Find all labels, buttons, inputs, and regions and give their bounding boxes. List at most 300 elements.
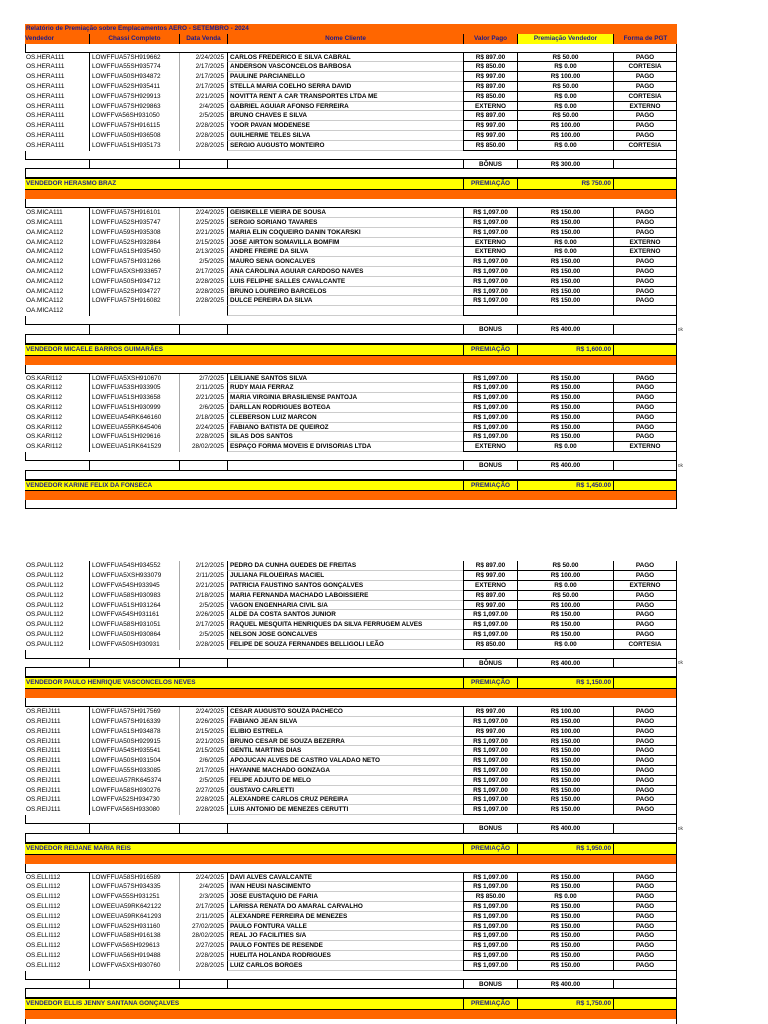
- cell-valor-pago: R$ 1,097.00: [463, 717, 517, 727]
- cell-forma-pgt: PAGO: [613, 374, 677, 384]
- cell-chassi: LOWFFVA56SH929613: [89, 941, 179, 951]
- cell-nome-cliente: BRUNO CESAR DE SOUZA BEZERRA: [227, 737, 463, 747]
- cell-data-venda: 2/5/2025: [179, 601, 227, 611]
- blank-row: [25, 500, 677, 509]
- cell-nome-cliente: GEISIKELLE VIEIRA DE SOUSA: [227, 208, 463, 218]
- cell-vendedor: OS.HERA111: [26, 53, 65, 61]
- cell-valor-pago: R$ 1,097.00: [463, 786, 517, 796]
- cell-vendedor: OS.KARI112: [26, 403, 63, 411]
- cell-forma-pgt: PAGO: [613, 82, 677, 92]
- page-gap: [25, 509, 677, 561]
- cell-premiacao: R$ 100.00: [517, 131, 613, 141]
- cell-premiacao: R$ 50.00: [517, 53, 613, 63]
- table-row: [25, 707, 677, 717]
- cell-chassi: LOWEEUA51RK641529: [89, 442, 179, 452]
- cell-vendedor: OS.PAUL112: [26, 562, 64, 570]
- premiacao-label: PREMIAÇÃO: [463, 999, 517, 1009]
- cell-vendedor: OS.ELLI112: [26, 951, 61, 959]
- cell-chassi: LOWFFUA57SH929863: [89, 102, 179, 112]
- cell-chassi: LOWFFVA55SH931251: [89, 892, 179, 902]
- cell-data-venda: 2/12/2025: [179, 561, 227, 571]
- cell-data-venda: 2/28/2025: [179, 795, 227, 805]
- header-vendedor: Vendedor: [25, 34, 55, 42]
- vendor-name: VENDEDOR ELLIS JENNY SANTANA GONÇALVES: [26, 1000, 180, 1008]
- cell-vendedor: OS.REIJ111: [26, 727, 61, 735]
- cell-chassi: LOWFFUA57SH931266: [89, 257, 179, 267]
- cell-forma-pgt: PAGO: [613, 257, 677, 267]
- cell-premiacao: R$ 0.00: [517, 581, 613, 591]
- premiacao-value: R$ 1,150.00: [517, 678, 613, 688]
- cell-premiacao: R$ 150.00: [517, 432, 613, 442]
- cell-chassi: LOWFFUA58SH930983: [89, 591, 179, 601]
- cell-vendedor: OS.REIJ111: [26, 796, 61, 804]
- bonus-empty: [25, 659, 89, 669]
- cell-vendedor: OS.ELLI112: [26, 922, 61, 930]
- cell-premiacao: R$ 150.00: [517, 296, 613, 306]
- cell-valor-pago: R$ 1,097.00: [463, 267, 517, 277]
- bonus-label: BÔNUS: [463, 659, 517, 669]
- cell-nome-cliente: ALDE DA COSTA SANTOS JUNIOR: [227, 610, 463, 620]
- cell-vendedor: OA.MICA112: [26, 287, 64, 295]
- cell-nome-cliente: DAVI ALVES CAVALCANTE: [227, 873, 463, 883]
- vendor-block: [25, 44, 677, 209]
- cell-vendedor: OS.MICA111: [26, 209, 63, 217]
- cell-premiacao: R$ 150.00: [517, 873, 613, 883]
- cell-data-venda: 2/26/2025: [179, 610, 227, 620]
- cell-premiacao: R$ 150.00: [517, 630, 613, 640]
- cell-chassi: LOWFFUA50SH934872: [89, 72, 179, 82]
- cell-nome-cliente: FABIANO JEAN SILVA: [227, 717, 463, 727]
- premiacao-row: [25, 178, 677, 190]
- premiacao-label: PREMIAÇÃO: [463, 345, 517, 355]
- cell-valor-pago: R$ 850.00: [463, 92, 517, 102]
- vendor-block: [25, 374, 683, 510]
- blank-row: [25, 668, 677, 677]
- cell-chassi: LOWFFUA58SH930276: [89, 786, 179, 796]
- table-row: [25, 403, 677, 413]
- cell-forma-pgt: PAGO: [613, 756, 677, 766]
- bonus-empty: [227, 325, 463, 335]
- cell-data-venda: 2/4/2025: [179, 882, 227, 892]
- table-row: [25, 766, 677, 776]
- bonus-empty: [89, 659, 179, 669]
- cell-chassi: LOWFFUA51SH934878: [89, 727, 179, 737]
- premiacao-empty: [613, 345, 677, 355]
- premiacao-row: [25, 677, 677, 689]
- cell-nome-cliente: PATRICIA FAUSTINO SANTOS GONÇALVES: [227, 581, 463, 591]
- table-row: [25, 423, 677, 433]
- premiacao-row: [25, 344, 677, 356]
- blank-row: [25, 199, 677, 208]
- cell-chassi: LOWFFUA57SH934335: [89, 882, 179, 892]
- cell-nome-cliente: LEILIANE SANTOS SILVA: [227, 374, 463, 384]
- cell-chassi: LOWFFUA50SH934712: [89, 277, 179, 287]
- cell-vendedor: OS.KARI112: [26, 374, 63, 382]
- cell-valor-pago: R$ 1,097.00: [463, 902, 517, 912]
- table-row: [25, 630, 677, 640]
- table-row: [25, 393, 677, 403]
- blank-row: [25, 316, 677, 325]
- cell-nome-cliente: ANDRE FREIRE DA SILVA: [227, 247, 463, 257]
- cell-valor-pago: R$ 1,097.00: [463, 403, 517, 413]
- table-row: [25, 413, 677, 423]
- cell-data-venda: 28/02/2025: [179, 442, 227, 452]
- cell-nome-cliente: BRUNO LOUREIRO BARCELOS: [227, 287, 463, 297]
- table-row: [25, 581, 677, 591]
- cell-chassi: LOWFFUA55SH935774: [89, 62, 179, 72]
- cell-premiacao: R$ 0.00: [517, 141, 613, 151]
- bonus-empty: [25, 461, 89, 471]
- cell-nome-cliente: HAYANNE MACHADO GONZAGA: [227, 766, 463, 776]
- cell-forma-pgt: PAGO: [613, 737, 677, 747]
- cell-data-venda: 2/24/2025: [179, 53, 227, 63]
- cell-premiacao: R$ 150.00: [517, 912, 613, 922]
- cell-valor-pago: R$ 897.00: [463, 82, 517, 92]
- cell-vendedor: OS.KARI112: [26, 423, 63, 431]
- blank-row: [25, 452, 677, 461]
- cell-nome-cliente: ALEXANDRE CARLOS CRUZ PEREIRA: [227, 795, 463, 805]
- cell-vendedor: OA.MICA112: [26, 297, 64, 305]
- cell-chassi: LOWFFUA53SH933905: [89, 383, 179, 393]
- bonus-row: [25, 659, 677, 669]
- cell-data-venda: 2/21/2025: [179, 737, 227, 747]
- cell-vendedor: OS.REIJ111: [26, 708, 61, 716]
- table-row: [25, 571, 677, 581]
- cell-nome-cliente: DULCE PEREIRA DA SILVA: [227, 296, 463, 306]
- table-row: [25, 620, 677, 630]
- cell-premiacao: R$ 150.00: [517, 218, 613, 228]
- cell-chassi: LOWFFVA5XSH930760: [89, 961, 179, 971]
- cell-vendedor: OA.MICA112: [26, 228, 64, 236]
- cell-nome-cliente: SERGIO AUGUSTO MONTEIRO: [227, 141, 463, 151]
- premiacao-label: PREMIAÇÃO: [463, 179, 517, 189]
- table-row: [25, 873, 677, 883]
- table-row: [25, 941, 677, 951]
- cell-valor-pago: R$ 1,097.00: [463, 873, 517, 883]
- cell-forma-pgt: PAGO: [613, 882, 677, 892]
- premiacao-empty: [613, 481, 677, 491]
- cell-nome-cliente: DARLLAN RODRIGUES BOTEGA: [227, 403, 463, 413]
- bonus-empty: [25, 325, 89, 335]
- cell-data-venda: 2/11/2025: [179, 571, 227, 581]
- vendor-block: [25, 873, 677, 1024]
- cell-valor-pago: R$ 1,097.00: [463, 766, 517, 776]
- cell-data-venda: 2/26/2025: [179, 717, 227, 727]
- cell-premiacao: R$ 150.00: [517, 951, 613, 961]
- cell-nome-cliente: GUILHERME TELES SILVA: [227, 131, 463, 141]
- cell-chassi: LOWFFUA52SH932864: [89, 238, 179, 248]
- cell-valor-pago: R$ 997.00: [463, 601, 517, 611]
- cell-vendedor: OA.MICA112: [26, 267, 64, 275]
- cell-chassi: LOWFFUA58SH916138: [89, 931, 179, 941]
- table-row: [25, 591, 677, 601]
- cell-premiacao: R$ 0.00: [517, 92, 613, 102]
- cell-premiacao: R$ 100.00: [517, 601, 613, 611]
- cell-forma-pgt: PAGO: [613, 296, 677, 306]
- orange-separator: [25, 356, 677, 365]
- table-row: [25, 287, 677, 297]
- cell-valor-pago: EXTERNO: [463, 247, 517, 257]
- cell-premiacao: R$ 150.00: [517, 941, 613, 951]
- cell-data-venda: 2/27/2025: [179, 786, 227, 796]
- vendor-name: VENDEDOR PAULO HENRIQUE VASCONCELOS NEVES: [26, 679, 196, 687]
- cell-forma-pgt: PAGO: [613, 131, 677, 141]
- cell-vendedor: OS.PAUL112: [26, 640, 64, 648]
- premiacao-label: PREMIAÇÃO: [463, 844, 517, 854]
- cell-forma-pgt: PAGO: [613, 561, 677, 571]
- cell-data-venda: 2/24/2025: [179, 707, 227, 717]
- bonus-empty: [89, 824, 179, 834]
- cell-forma-pgt: CORTESIA: [613, 640, 677, 650]
- bonus-empty: [179, 659, 227, 669]
- cell-data-venda: 2/17/2025: [179, 72, 227, 82]
- table-row: [25, 53, 677, 63]
- table-row: [25, 610, 677, 620]
- cell-premiacao: R$ 100.00: [517, 72, 613, 82]
- cell-data-venda: 2/28/2025: [179, 296, 227, 306]
- cell-nome-cliente: LUIS ANTONIO DE MENEZES CERUTTI: [227, 805, 463, 815]
- cell-premiacao: R$ 150.00: [517, 257, 613, 267]
- cell-nome-cliente: PEDRO DA CUNHA GUEDES DE FREITAS: [227, 561, 463, 571]
- cell-forma-pgt: PAGO: [613, 208, 677, 218]
- cell-data-venda: 2/6/2025: [179, 756, 227, 766]
- table-row: [25, 951, 677, 961]
- table-row: [25, 892, 677, 902]
- table-row: [25, 374, 677, 384]
- cell-forma-pgt: PAGO: [613, 393, 677, 403]
- table-row: [25, 561, 677, 571]
- cell-forma-pgt: EXTERNO: [613, 102, 677, 112]
- cell-chassi: LOWFFUA5XSH933657: [89, 267, 179, 277]
- cell-forma-pgt: PAGO: [613, 707, 677, 717]
- cell-vendedor: OS.HERA111: [26, 122, 65, 130]
- cell-data-venda: 2/17/2025: [179, 766, 227, 776]
- cell-chassi: LOWFFUA56SH919488: [89, 951, 179, 961]
- cell-nome-cliente: JOSE EUSTAQUIO DE FARIA: [227, 892, 463, 902]
- cell-forma-pgt: PAGO: [613, 931, 677, 941]
- cell-nome-cliente: GABRIEL AGUIAR AFONSO FERREIRA: [227, 102, 463, 112]
- cell-vendedor: OS.REIJ111: [26, 767, 61, 775]
- cell-forma-pgt: PAGO: [613, 620, 677, 630]
- cell-chassi: LOWEEUA57RK645374: [89, 776, 179, 786]
- cell-vendedor: OS.REIJ111: [26, 776, 61, 784]
- cell-valor-pago: R$ 1,097.00: [463, 882, 517, 892]
- cell-chassi: LOWFFUA52SH935747: [89, 218, 179, 228]
- bonus-label: BONUS: [463, 824, 517, 834]
- cell-vendedor: OS.ELLI112: [26, 893, 61, 901]
- cell-premiacao: R$ 150.00: [517, 413, 613, 423]
- cell-valor-pago: R$ 1,097.00: [463, 776, 517, 786]
- cell-premiacao: R$ 0.00: [517, 102, 613, 112]
- bonus-empty: [227, 824, 463, 834]
- cell-valor-pago: R$ 1,097.00: [463, 746, 517, 756]
- bonus-label: BÔNUS: [463, 160, 517, 170]
- cell-premiacao: R$ 150.00: [517, 902, 613, 912]
- report-sheet: [25, 24, 683, 1024]
- cell-premiacao: R$ 100.00: [517, 727, 613, 737]
- cell-forma-pgt: PAGO: [613, 892, 677, 902]
- cell-vendedor: OS.ELLI112: [26, 873, 61, 881]
- bonus-value: R$ 400.00: [517, 659, 613, 669]
- cell-data-venda: 2/28/2025: [179, 141, 227, 151]
- cell-valor-pago: R$ 1,097.00: [463, 413, 517, 423]
- blank-row: [25, 834, 677, 843]
- cell-premiacao: R$ 150.00: [517, 922, 613, 932]
- cell-data-venda: 2/5/2025: [179, 776, 227, 786]
- cell-data-venda: 2/24/2025: [179, 873, 227, 883]
- cell-premiacao: R$ 150.00: [517, 786, 613, 796]
- blank-row: [25, 815, 677, 824]
- bonus-empty: [227, 461, 463, 471]
- cell-valor-pago: R$ 1,097.00: [463, 383, 517, 393]
- cell-data-venda: 2/5/2025: [179, 630, 227, 640]
- table-row: [25, 306, 677, 316]
- bonus-row: [25, 824, 677, 834]
- cell-valor-pago: R$ 997.00: [463, 121, 517, 131]
- cell-chassi: LOWFFUA59SH935308: [89, 228, 179, 238]
- cell-data-venda: 2/15/2025: [179, 746, 227, 756]
- cell-forma-pgt: CORTESIA: [613, 141, 677, 151]
- cell-forma-pgt: PAGO: [613, 951, 677, 961]
- cell-chassi: LOWEEUA54RK646160: [89, 413, 179, 423]
- cell-chassi: LOWFFUA51SH935173: [89, 141, 179, 151]
- cell-nome-cliente: VAGON ENGENHARIA CIVIL S/A: [227, 601, 463, 611]
- bonus-value: R$ 400.00: [517, 980, 613, 990]
- bonus-empty: [179, 160, 227, 170]
- cell-forma-pgt: PAGO: [613, 941, 677, 951]
- cell-valor-pago: R$ 1,097.00: [463, 393, 517, 403]
- cell-vendedor: OA.MICA112: [26, 238, 64, 246]
- cell-vendedor: OA.MICA112: [26, 277, 64, 285]
- cell-vendedor: OS.PAUL112: [26, 631, 64, 639]
- bonus-empty: [227, 160, 463, 170]
- cell-premiacao: R$ 0.00: [517, 247, 613, 257]
- premiacao-value: R$ 1,450.00: [517, 481, 613, 491]
- cell-data-venda: 2/17/2025: [179, 82, 227, 92]
- cell-forma-pgt: PAGO: [613, 287, 677, 297]
- cell-data-venda: [179, 306, 227, 316]
- cell-nome-cliente: GENTIL MARTINS DIAS: [227, 746, 463, 756]
- cell-vendedor: OS.REIJ111: [26, 737, 61, 745]
- cell-nome-cliente: SERGIO SORIANO TAVARES: [227, 218, 463, 228]
- cell-nome-cliente: ALEXANDRE FERREIRA DE MENEZES: [227, 912, 463, 922]
- cell-nome-cliente: PAULO FONTURA VALLE: [227, 922, 463, 932]
- cell-nome-cliente: STELLA MARIA COELHO SERRA DAVID: [227, 82, 463, 92]
- cell-valor-pago: R$ 1,097.00: [463, 961, 517, 971]
- table-row: [25, 442, 677, 452]
- cell-nome-cliente: [227, 306, 463, 316]
- cell-forma-pgt: PAGO: [613, 717, 677, 727]
- premiacao-empty: [613, 999, 677, 1009]
- table-row: [25, 82, 677, 92]
- blank-row: [25, 151, 677, 160]
- cell-premiacao: R$ 0.00: [517, 640, 613, 650]
- cell-chassi: LOWFFUA55SH933085: [89, 766, 179, 776]
- blank-row: [25, 698, 677, 707]
- cell-premiacao: R$ 150.00: [517, 746, 613, 756]
- cell-vendedor: OS.REIJ111: [26, 718, 61, 726]
- cell-forma-pgt: EXTERNO: [613, 247, 677, 257]
- table-row: [25, 121, 677, 131]
- cell-data-venda: 2/18/2025: [179, 591, 227, 601]
- cell-chassi: LOWFFUA51SH931264: [89, 601, 179, 611]
- cell-nome-cliente: YOOR PAVAN MODENESE: [227, 121, 463, 131]
- cell-premiacao: R$ 150.00: [517, 383, 613, 393]
- table-row: [25, 727, 677, 737]
- cell-chassi: LOWEEUA59RK642122: [89, 902, 179, 912]
- cell-nome-cliente: MARIA VIRGINIA BRASILIENSE PANTOJA: [227, 393, 463, 403]
- cell-valor-pago: R$ 850.00: [463, 141, 517, 151]
- cell-valor-pago: R$ 997.00: [463, 571, 517, 581]
- cell-vendedor: OA.MICA112: [26, 248, 64, 256]
- cell-data-venda: 2/28/2025: [179, 277, 227, 287]
- cell-premiacao: R$ 150.00: [517, 620, 613, 630]
- cell-chassi: LOWEEUA55RK645406: [89, 423, 179, 433]
- cell-premiacao: R$ 50.00: [517, 591, 613, 601]
- cell-data-venda: 28/02/2025: [179, 931, 227, 941]
- cell-chassi: [89, 306, 179, 316]
- bonus-empty: [613, 160, 677, 170]
- cell-vendedor: OS.REIJ111: [26, 806, 61, 814]
- cell-premiacao: R$ 150.00: [517, 737, 613, 747]
- cell-premiacao: R$ 150.00: [517, 776, 613, 786]
- bonus-row: [25, 980, 677, 990]
- vendor-name: VENDEDOR HERASMO BRAZ: [26, 180, 117, 188]
- cell-chassi: LOWFFUA51SH935450: [89, 247, 179, 257]
- cell-chassi: LOWFFUA57SH919662: [89, 53, 179, 63]
- cell-premiacao: R$ 100.00: [517, 121, 613, 131]
- cell-chassi: LOWFFVA56SH931050: [89, 111, 179, 121]
- cell-vendedor: OS.PAUL112: [26, 572, 64, 580]
- cell-forma-pgt: PAGO: [613, 277, 677, 287]
- cell-chassi: LOWFFUA57SH917569: [89, 707, 179, 717]
- cell-valor-pago: R$ 850.00: [463, 640, 517, 650]
- cell-premiacao: R$ 150.00: [517, 267, 613, 277]
- cell-valor-pago: R$ 997.00: [463, 707, 517, 717]
- table-row: [25, 92, 677, 102]
- cell-chassi: LOWFFUA52SH931160: [89, 922, 179, 932]
- cell-valor-pago: R$ 1,097.00: [463, 296, 517, 306]
- cell-vendedor: OS.MICA111: [26, 218, 63, 226]
- cell-chassi: LOWFFUA57SH916082: [89, 296, 179, 306]
- cell-forma-pgt: CORTESIA: [613, 92, 677, 102]
- blank-row: [25, 971, 677, 980]
- blank-row: [25, 169, 677, 178]
- cell-data-venda: 2/24/2025: [179, 208, 227, 218]
- cell-premiacao: R$ 150.00: [517, 882, 613, 892]
- cell-valor-pago: EXTERNO: [463, 442, 517, 452]
- bonus-empty: [613, 461, 677, 471]
- cell-forma-pgt: PAGO: [613, 746, 677, 756]
- cell-forma-pgt: PAGO: [613, 111, 677, 121]
- cell-valor-pago: R$ 1,097.00: [463, 287, 517, 297]
- cell-data-venda: 2/11/2025: [179, 912, 227, 922]
- table-row: [25, 640, 677, 650]
- cell-chassi: LOWFFUA51SH933658: [89, 393, 179, 403]
- cell-nome-cliente: ELIBIO ESTRELA: [227, 727, 463, 737]
- cell-premiacao: R$ 0.00: [517, 238, 613, 248]
- orange-separator: [25, 190, 677, 199]
- cell-forma-pgt: PAGO: [613, 902, 677, 912]
- header-valor-pago: Valor Pago: [463, 34, 517, 44]
- cell-nome-cliente: FELIPE DE SOUZA FERNANDES BELLIGOLI LEÃO: [227, 640, 463, 650]
- cell-nome-cliente: JULIANA FILOUEIRAS MACIEL: [227, 571, 463, 581]
- cell-chassi: LOWFFUA50SH930864: [89, 630, 179, 640]
- cell-nome-cliente: CESAR AUGUSTO SOUZA PACHECO: [227, 707, 463, 717]
- bonus-empty: [89, 980, 179, 990]
- table-row: [25, 717, 677, 727]
- cell-valor-pago: R$ 1,097.00: [463, 277, 517, 287]
